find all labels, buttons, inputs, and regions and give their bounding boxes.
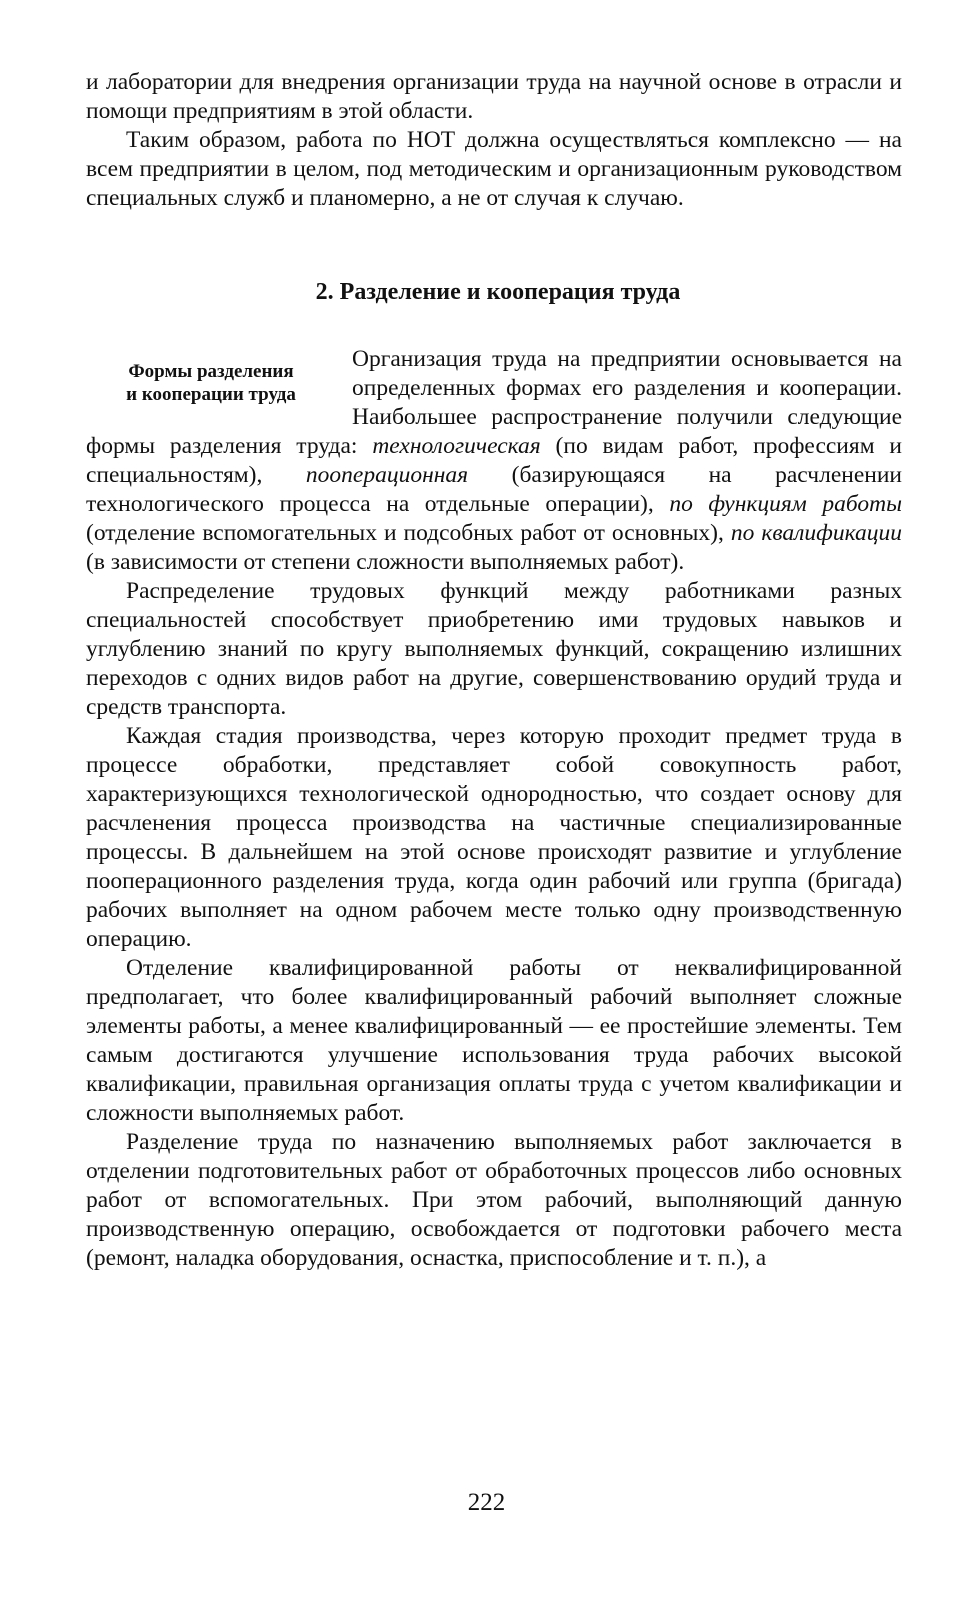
section-heading: 2. Разделение и кооперация труда	[315, 279, 681, 305]
margin-note-line-1: Формы разделения	[128, 361, 294, 382]
page-number: 222	[467, 1489, 506, 1516]
term-operational: пооперационная	[305, 462, 469, 488]
paragraph-body-1: Распределение трудовых функций между работниками разных специальностей способствует приобретению ими трудовых навыков и углублению знаний по кругу выполняемых функций, сокращению излишних переходов с одних видов работ на другие, совершенствованию орудий труда и средств транспорта.	[86, 578, 902, 720]
margin-note	[86, 360, 336, 406]
term-functional: по функциям работы	[669, 491, 902, 517]
term-qualification: по квалификации	[730, 520, 902, 546]
forms-text-4: (отделение вспомогательных и подсобных работ от основных),	[86, 520, 731, 546]
paragraph-top-1: и лаборатории для внедрения организации труда на научной основе в отрасли и помощи предприятиям в этой области.	[86, 69, 902, 124]
paragraph-top-2: Таким образом, работа по НОТ должна осуществляться комплексно — на всем предприятии в целом, под методическим и организационным руководством специальных служб и планомерно, а не от случая к случаю.	[86, 127, 902, 211]
margin-note-line-2: и кооперации труда	[126, 384, 296, 405]
forms-text-5: (в зависимости от степени сложности выполняемых работ).	[86, 549, 685, 575]
forms-text-3: (базирующаяся на расчленении технологического процесса на отдельные операции),	[86, 462, 902, 517]
page-content	[86, 68, 902, 1273]
paragraph-body-4: Разделение труда по назначению выполняемых работ заключается в отделении подготовительных работ от обработочных процессов либо основных работ от вспомогательных. При этом рабочий, выполняющий данную производственную операцию, освобождается от подготовки рабочего места (ремонт, наладка оборудования, оснастка, приспособление и т. п.), а	[86, 1129, 902, 1271]
paragraph-body-2: Каждая стадия производства, через которую проходит предмет труда в процессе обработки, представляет собой совокупность работ, характеризующихся технологической однородностью, что создает основу для расчленения процесса производства на частичные специализированные процессы. В дальнейшем на этой основе происходят развитие и углубление пооперационного разделения труда, когда один рабочий или группа (бригада) рабочих выполняет на одном рабочем месте только одну производственную операцию.	[86, 723, 902, 952]
paragraph-body-3: Отделение квалифицированной работы от неквалифицированной предполагает, что более квалифицированный рабочий выполняет сложные элементы работы, а менее квалифицированный — ее простейшие элементы. Тем самым достигаются улучшение использования труда рабочих высокой квалификации, правильная организация оплаты труда с учетом квалификации и сложности выполняемых работ.	[86, 955, 902, 1126]
term-technological: технологическая	[372, 433, 541, 459]
forms-text-1: Организация труда на предприятии основывается на определенных формах его разделения и кооперации. Наибольшее распространение получили следующие формы разделения труда:	[86, 346, 902, 459]
forms-text-2: (по видам работ, профессиям и специальностям),	[86, 433, 902, 488]
